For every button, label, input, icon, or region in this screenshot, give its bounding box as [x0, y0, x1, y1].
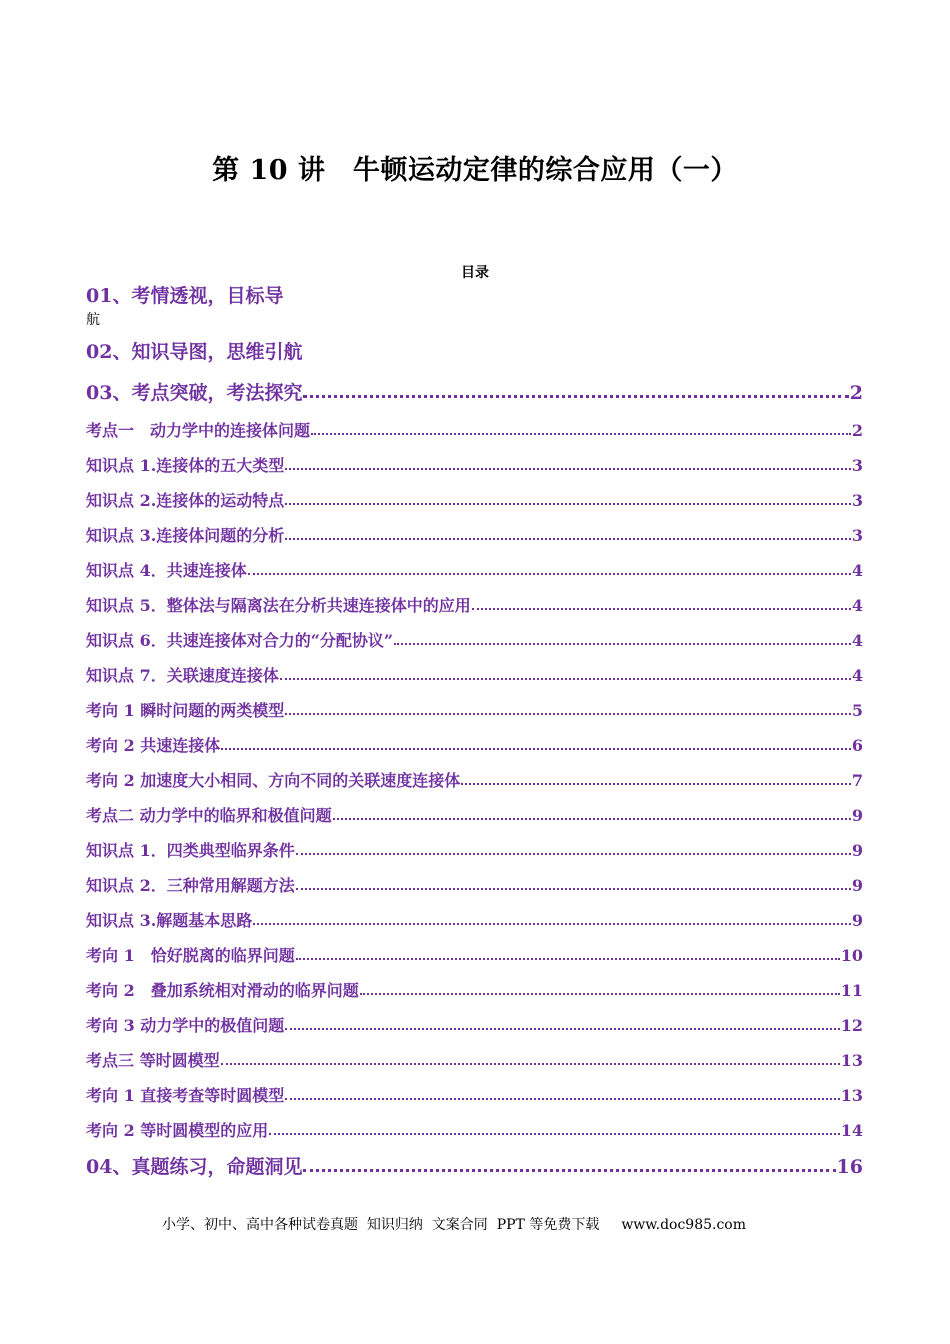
toc-leader: [253, 923, 851, 925]
toc-leader: [303, 1169, 835, 1172]
toc-entry[interactable]: [86, 488, 863, 511]
toc-entry-label: 考向 2 等时圆模型的应用: [86, 1121, 269, 1140]
toc-entry-label: 考向 2 叠加系统相对滑动的临界问题: [86, 981, 359, 1000]
toc-entry[interactable]: [86, 1048, 863, 1071]
toc-entry-label: 知识点 1．四类典型临界条件: [86, 841, 295, 860]
toc-entry-page: 9: [851, 911, 863, 930]
toc-entry-page: 12: [840, 1016, 863, 1035]
toc-entry[interactable]: [86, 803, 863, 826]
toc-entry-page: 9: [851, 806, 863, 825]
toc-entry[interactable]: [86, 943, 863, 966]
toc-leader: [461, 783, 851, 785]
toc-leader: [285, 1098, 839, 1100]
toc-entry-page: 5: [851, 701, 863, 720]
footer: [162, 1214, 746, 1234]
toc-entry[interactable]: [86, 663, 863, 686]
toc-entry[interactable]: [86, 978, 863, 1001]
toc-entry-label: 考向 2 共速连接体: [86, 736, 221, 755]
toc-entry-label: 考向 1 恰好脱离的临界问题: [86, 946, 295, 965]
toc-entry-page: 6: [851, 736, 863, 755]
toc-entry-page: 11: [840, 981, 863, 1000]
toc-entry[interactable]: [86, 908, 863, 931]
toc-entry-label: 知识点 2.连接体的运动特点: [86, 491, 285, 510]
toc-entry[interactable]: [86, 558, 863, 581]
toc-entry-page: 3: [851, 526, 863, 545]
toc-leader: [285, 468, 851, 470]
toc-entry[interactable]: [86, 628, 863, 651]
footer-url[interactable]: www.doc985.com: [621, 1217, 747, 1233]
toc-entry[interactable]: [86, 453, 863, 476]
toc-entry[interactable]: [86, 523, 863, 546]
toc-entry-label: 知识点 7．关联速度连接体: [86, 666, 279, 685]
toc-entry[interactable]: [86, 733, 863, 756]
toc-leader: [280, 678, 851, 680]
toc-entry-label: 考向 1 瞬时问题的两类模型: [86, 701, 285, 720]
toc-entry-04[interactable]: [86, 1152, 863, 1179]
toc-entry-label: 知识点 6．共速连接体对合力的“分配协议”: [86, 631, 394, 650]
toc-leader: [296, 888, 851, 890]
toc-entry-page: 14: [840, 1121, 863, 1140]
toc-entry[interactable]: [86, 418, 863, 441]
toc-entry-label: 01、考情透视，目标导: [86, 285, 284, 307]
toc-entry-page: 4: [851, 631, 863, 650]
toc-entry-label: 知识点 3.连接体问题的分析: [86, 526, 285, 545]
toc-entry[interactable]: [86, 1118, 863, 1141]
toc-leader: [248, 573, 851, 575]
toc-entry-label: 知识点 1.连接体的五大类型: [86, 456, 285, 475]
toc-entry-label: 知识点 5．整体法与隔离法在分析共速连接体中的应用: [86, 596, 471, 615]
toc-leader: [472, 608, 851, 610]
wrapped-text: 航: [86, 312, 100, 328]
toc-entry-page: 13: [840, 1086, 863, 1105]
toc-entry-page: 4: [851, 666, 863, 685]
toc-entry-label: 03、考点突破，考法探究: [86, 382, 303, 404]
toc-entry[interactable]: [86, 1083, 863, 1106]
toc-entry-page: 10: [840, 946, 863, 965]
toc-entry-01[interactable]: [86, 281, 863, 308]
toc-leader: [311, 433, 851, 435]
toc-entry-label: 考向 2 加速度大小相同、方向不同的关联速度连接体: [86, 771, 461, 790]
toc-leader: [303, 395, 848, 398]
toc-leader: [285, 713, 851, 715]
toc-entry-label: 考向 3 动力学中的极值问题: [86, 1016, 285, 1035]
footer-text: 小学、初中、高中各种试卷真题 知识归纳 文案合同 PPT 等免费下载: [162, 1217, 600, 1233]
toc-entry-page: 2: [851, 421, 863, 440]
toc-entry-label: 考点三 等时圆模型: [86, 1051, 220, 1070]
toc-entry-02[interactable]: [86, 337, 863, 364]
page-title: 第 10 讲 牛顿运动定律的综合应用（一）: [212, 155, 738, 186]
toc-entry-page: 9: [851, 841, 863, 860]
toc-leader: [360, 993, 840, 995]
toc-entry-page: 7: [851, 771, 863, 790]
toc-leader: [221, 1063, 840, 1065]
toc-entry[interactable]: [86, 838, 863, 861]
toc-entry-label: 知识点 4．共速连接体: [86, 561, 247, 580]
toc-entry[interactable]: [86, 873, 863, 896]
toc-entry[interactable]: [86, 698, 863, 721]
toc-entry-page: 4: [851, 596, 863, 615]
toc-leader: [296, 958, 840, 960]
toc-entry-page: 9: [851, 876, 863, 895]
toc-entry-label: 考点一 动力学中的连接体问题: [86, 421, 311, 440]
toc-leader: [333, 818, 851, 820]
toc-entry-page: 2: [849, 382, 863, 404]
toc-entry-page: 3: [851, 456, 863, 475]
toc-entry-page: 4: [851, 561, 863, 580]
toc-entry-label: 04、真题练习，命题洞见: [86, 1156, 303, 1178]
toc-entry-label: 知识点 3.解题基本思路: [86, 911, 253, 930]
toc-entry[interactable]: [86, 768, 863, 791]
toc-leader: [296, 853, 851, 855]
toc-entry-label: 考向 1 直接考查等时圆模型: [86, 1086, 285, 1105]
toc-entry[interactable]: [86, 593, 863, 616]
toc-leader: [285, 1028, 839, 1030]
toc-leader: [269, 1133, 839, 1135]
toc-leader: [285, 538, 851, 540]
toc-entry-label: 02、知识导图，思维引航: [86, 341, 303, 363]
toc-entry-label: 考点二 动力学中的临界和极值问题: [86, 806, 332, 825]
toc-entry-03[interactable]: [86, 378, 863, 405]
toc-entry-page: 16: [836, 1156, 863, 1178]
toc-entry-label: 知识点 2．三种常用解题方法: [86, 876, 295, 895]
toc-leader: [285, 503, 851, 505]
toc-entry[interactable]: [86, 1013, 863, 1036]
toc-entry-page: 13: [840, 1051, 863, 1070]
toc-leader: [221, 748, 851, 750]
toc-heading: 目录: [461, 265, 489, 281]
toc-leader: [394, 643, 851, 645]
toc-entry-page: 3: [851, 491, 863, 510]
